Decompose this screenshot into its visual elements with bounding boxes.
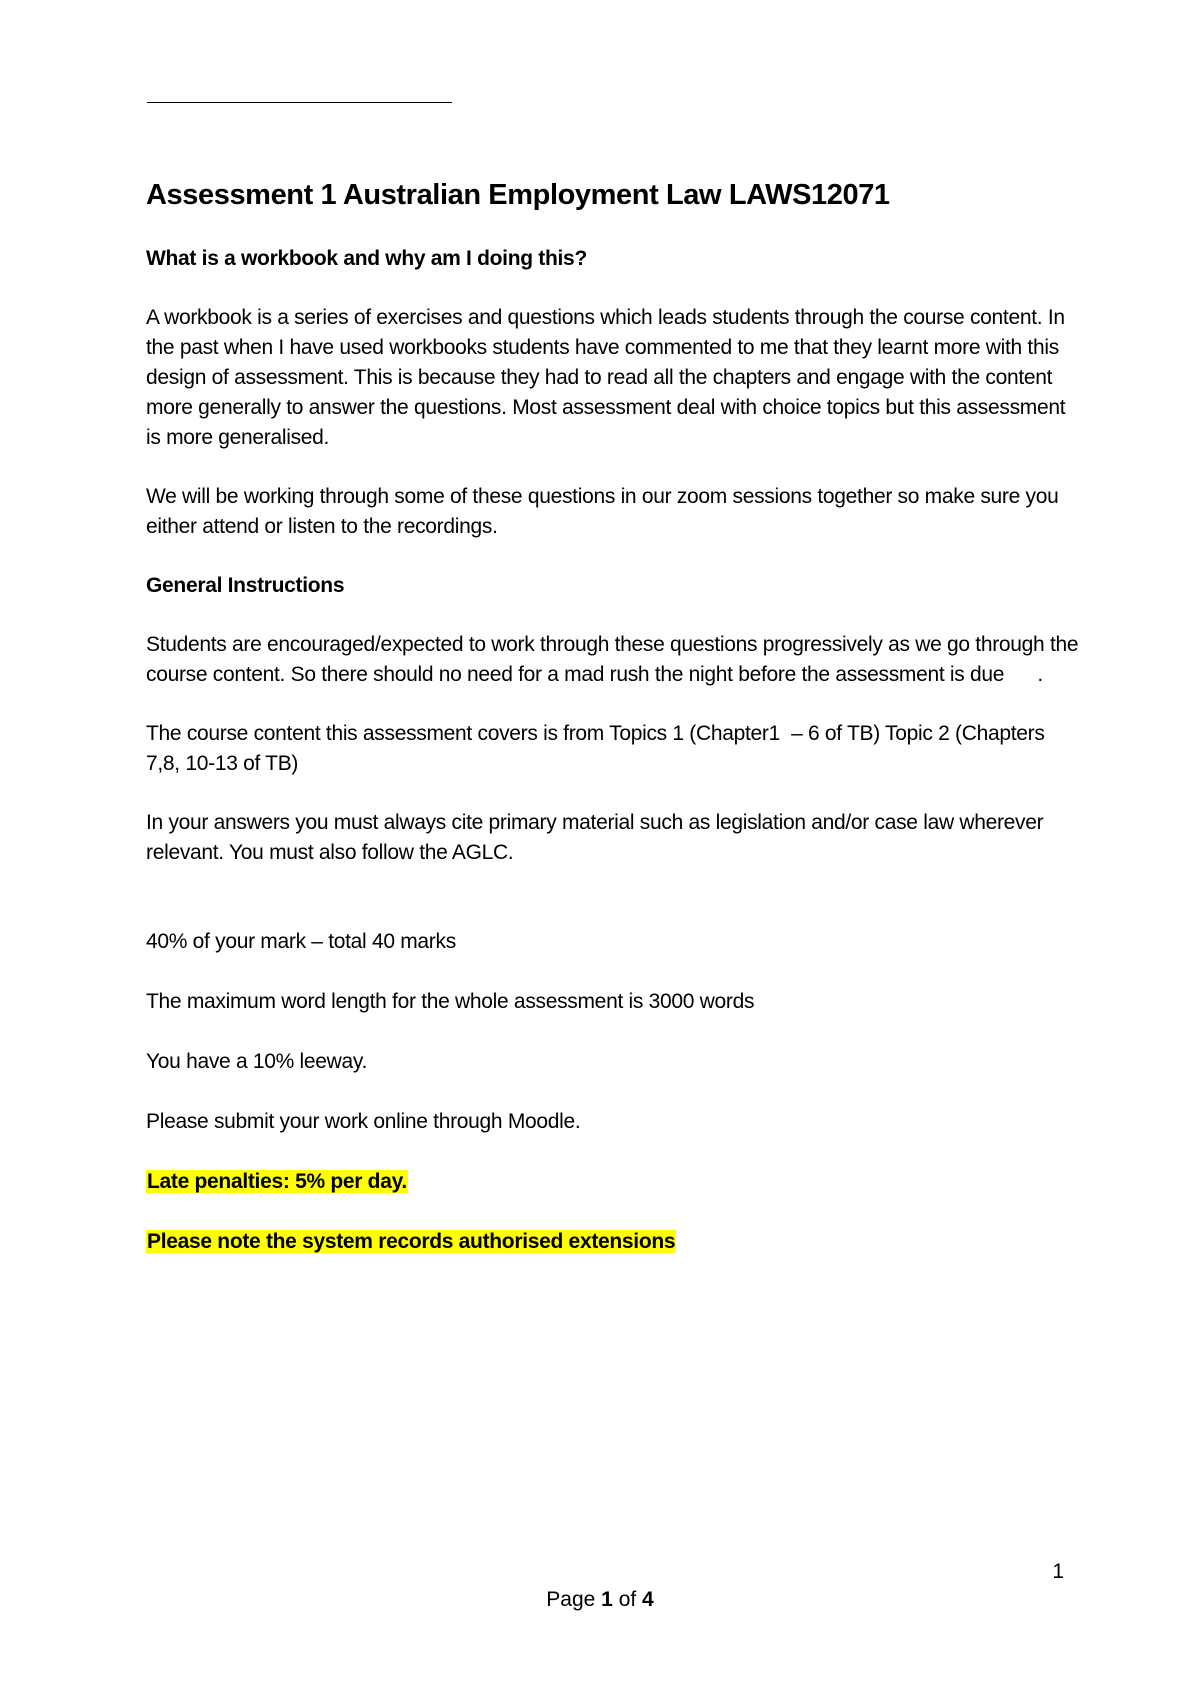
footer-total-pages: 4 bbox=[642, 1588, 654, 1611]
header-rule bbox=[147, 102, 452, 103]
page-number: 1 bbox=[1052, 1560, 1064, 1583]
paragraph-extensions-note bbox=[146, 1227, 1081, 1257]
paragraph-citation-requirements: In your answers you must always cite primary material such as legislation and/or case law wherever relevant. You must also follow the AGLC. bbox=[146, 811, 1044, 864]
section-heading-workbook: What is a workbook and why am I doing this? bbox=[146, 247, 587, 270]
paragraph-submission: Please submit your work online through Moodle. bbox=[146, 1110, 581, 1133]
highlight-late-penalties: Late penalties: 5% per day. bbox=[147, 1170, 407, 1193]
document-body bbox=[146, 176, 1084, 1257]
paragraph-mark-weighting: 40% of your mark – total 40 marks bbox=[146, 930, 456, 953]
page-footer bbox=[0, 1585, 1200, 1615]
footer-of-word: of bbox=[618, 1588, 637, 1611]
paragraph-course-content: The course content this assessment covers is from Topics 1 (Chapter1 – 6 of TB) Topic 2 (Chapters 7,8, 10-13 of TB) bbox=[146, 722, 1051, 775]
footer-page-word: Page bbox=[546, 1588, 596, 1611]
paragraph-instructions-progress: Students are encouraged/expected to work through these questions progressively as we go through the course content. So there should no need for a mad rush the night before the assessment is due . bbox=[146, 633, 1084, 686]
highlight-extensions-note: Please note the system records authorised extensions bbox=[147, 1230, 676, 1253]
document-title: Assessment 1 Australian Employment Law LAWS12071 bbox=[146, 179, 890, 211]
paragraph-leeway: You have a 10% leeway. bbox=[146, 1050, 368, 1073]
paragraph-zoom-sessions: We will be working through some of these questions in our zoom sessions together so make sure you either attend or listen to the recordings. bbox=[146, 485, 1059, 538]
paragraph-late-penalties bbox=[146, 1167, 1081, 1197]
footer-current-page: 1 bbox=[601, 1588, 613, 1611]
section-heading-general-instructions: General Instructions bbox=[146, 574, 345, 597]
paragraph-workbook-description: A workbook is a series of exercises and questions which leads students through the course content. In the past when I have used workbooks students have commented to me that they learnt more with this design of assessment. This is because they had to read all the chapters and engage with the content more generally to answer the questions. Most assessment deal with choice topics but this assessment is more generalised. bbox=[146, 306, 1066, 449]
paragraph-word-length: The maximum word length for the whole assessment is 3000 words bbox=[146, 990, 755, 1013]
